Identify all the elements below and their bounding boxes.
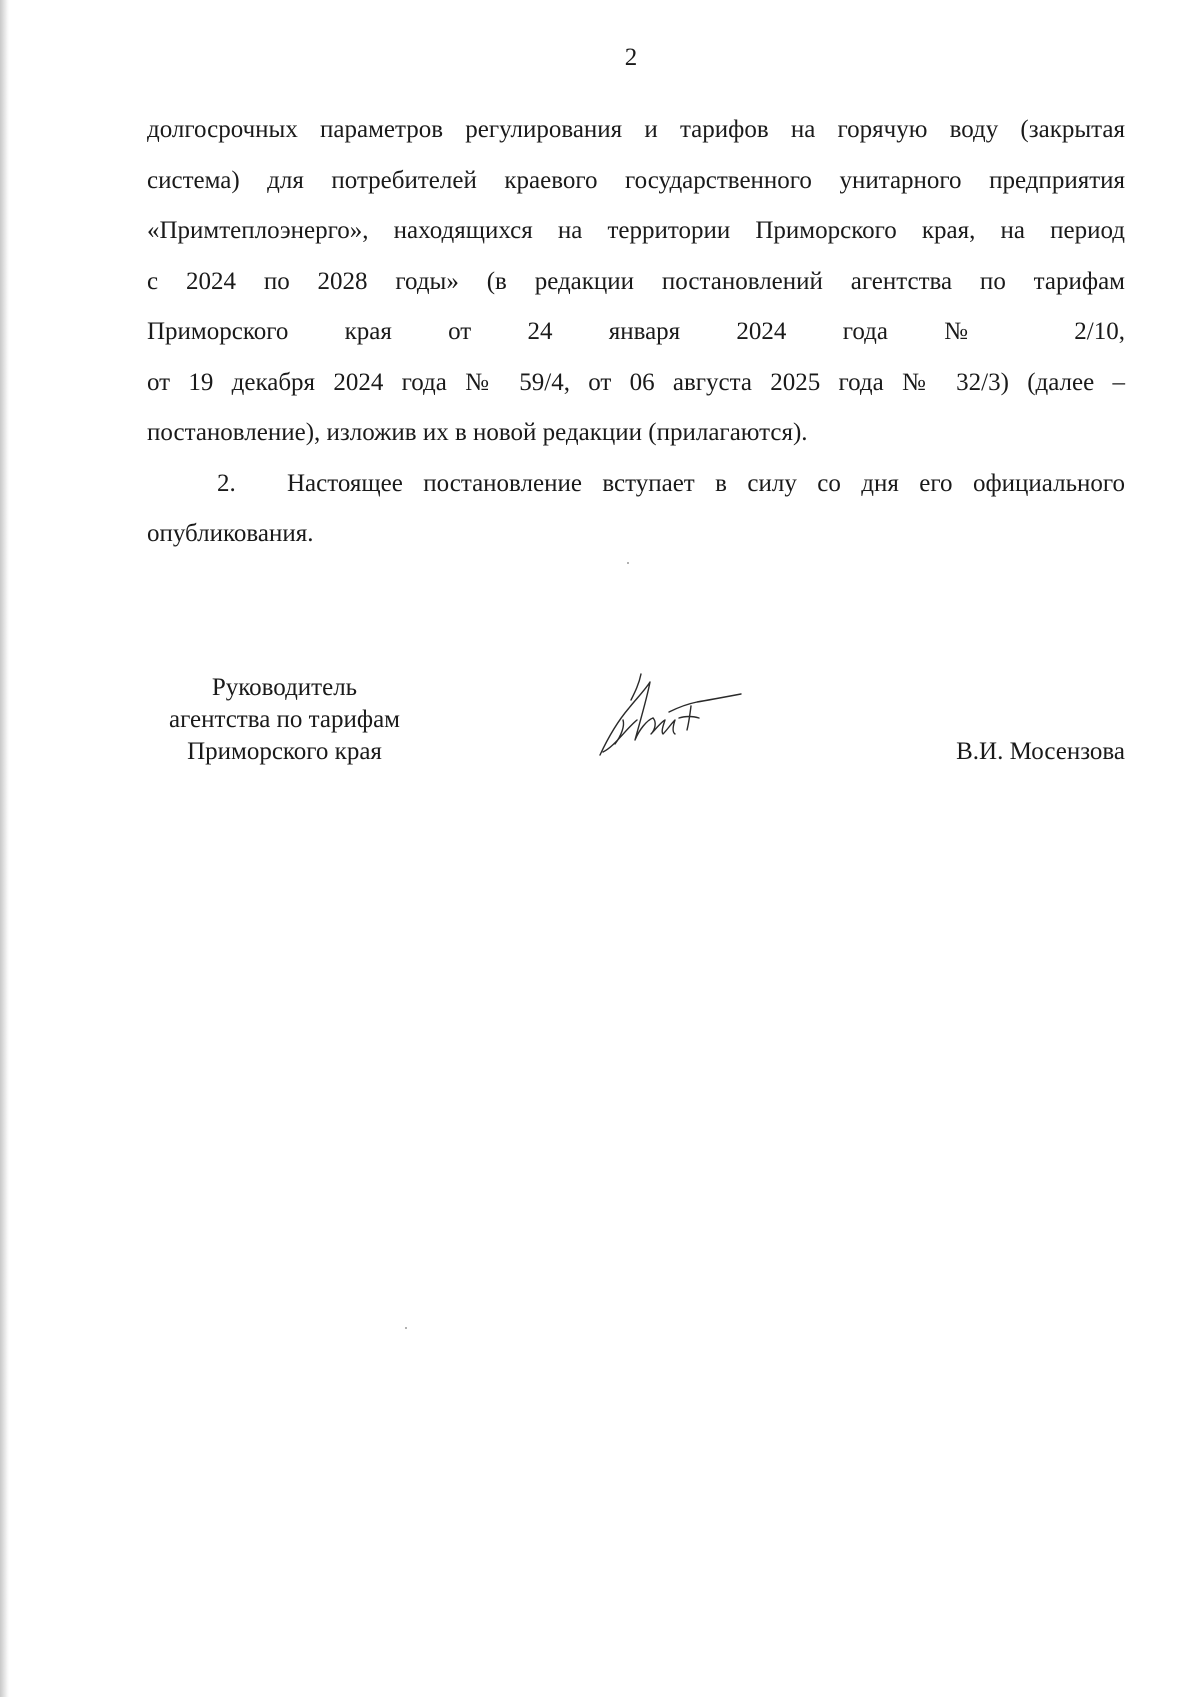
signer-title-line: Приморского края (187, 738, 382, 765)
scan-edge-shadow (0, 0, 9, 1697)
page-number: 2 (624, 44, 638, 71)
document-body (147, 105, 1125, 560)
paragraph1-line: от 19 декабря 2024 года № 59/4, от 06 августа 2025 года № 32/3) (далее – (147, 368, 1125, 396)
paragraph1-line: Приморского края от 24 января 2024 года № 2/10, (147, 318, 1125, 345)
handwritten-signature-icon (595, 660, 745, 768)
paragraph2-first-line (147, 459, 1125, 510)
paragraph1-line: с 2024 по 2028 годы» (в редакции постановлений агентства по тарифам (147, 267, 1125, 295)
signer-title-line: агентства по тарифам (168, 706, 401, 733)
paragraph2-last-line: опубликования. (147, 520, 314, 547)
paragraph2-number: 2. (217, 469, 236, 497)
paragraph1-line: долгосрочных параметров регулирования и тарифов на горячую воду (закрытая (147, 116, 1125, 143)
paragraph2-text: Настоящее постановление вступает в силу со дня его официального (287, 469, 1125, 497)
signer-title-line: Руководитель (211, 674, 358, 701)
paragraph1-line: система) для потребителей краевого государственного унитарного предприятия (147, 166, 1125, 194)
signer-name: В.И. Мосензова (956, 738, 1125, 765)
scan-speck (405, 1327, 407, 1329)
signer-title (147, 672, 422, 768)
scan-speck (627, 562, 629, 564)
paragraph1-line: «Примтеплоэнерго», находящихся на территории Приморского края, на период (147, 217, 1125, 244)
paragraph1-line: постановление), изложив их в новой редакции (прилагаются). (147, 419, 808, 446)
